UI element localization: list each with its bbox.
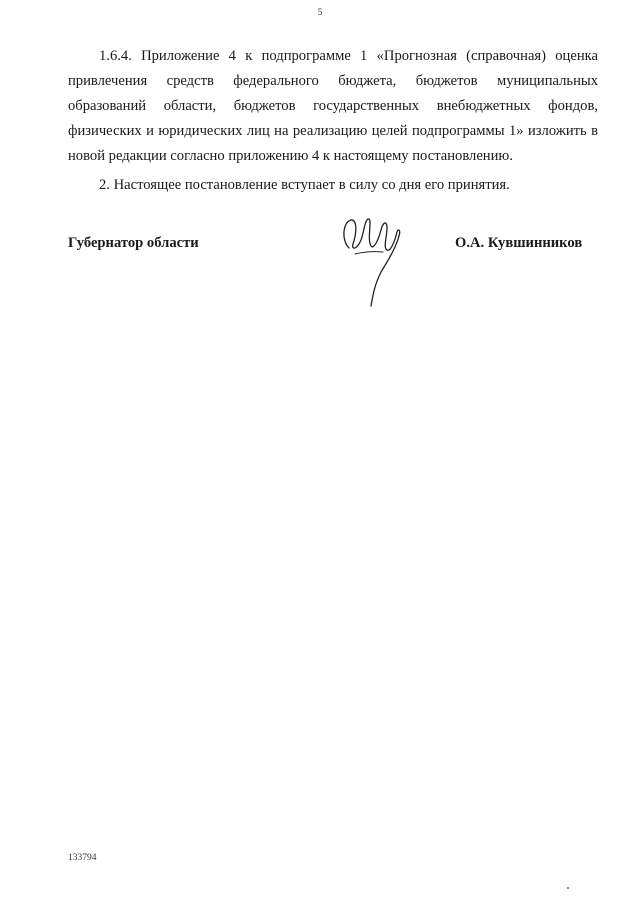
scan-speck <box>567 887 569 889</box>
handwritten-signature <box>335 210 405 310</box>
paragraph-effective-date: 2. Настоящее постановление вступает в силу со дня его принятия. <box>99 177 510 193</box>
signatory-title: Губернатор области <box>68 235 199 251</box>
page-number: 5 <box>317 7 323 17</box>
signatory-name: О.А. Кувшинников <box>455 235 583 251</box>
document-body <box>68 44 598 198</box>
paragraph-amendment: 1.6.4. Приложение 4 к подпрограмме 1 «Прогнозная (справочная) оценка привлечения средств федерального бюджета, бюджетов муниципальных образований области, бюджетов государственных внебюджетных фондов, физических и юридических лиц на реализацию целей подпрограммы 1» изложить в новой редакции согласно приложению 4 к настоящему постановлению. <box>68 48 598 164</box>
document-code: 133794 <box>68 853 97 863</box>
